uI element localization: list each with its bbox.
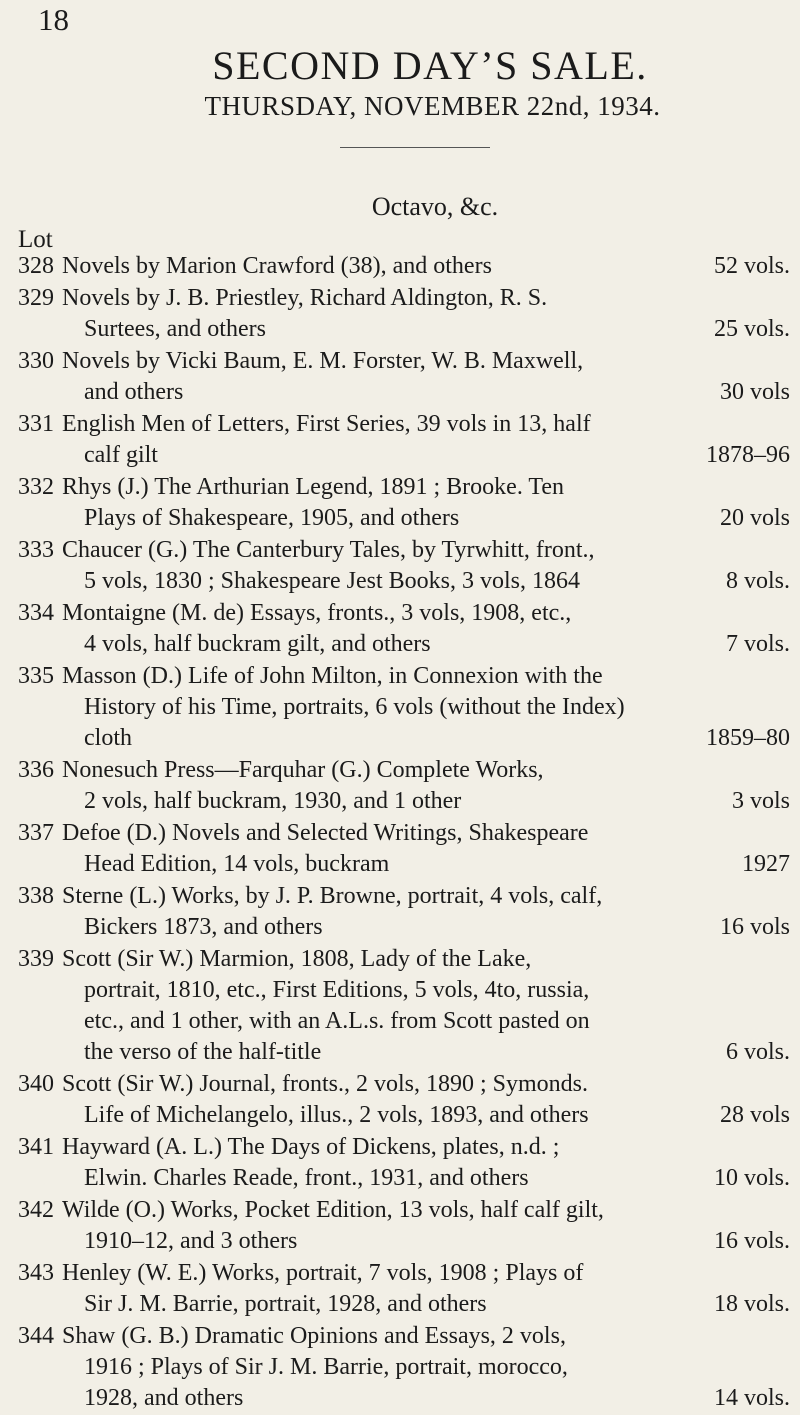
lot-quantity: 30 vols (719, 379, 790, 405)
lot-entry (18, 1195, 790, 1257)
lot-number: 332 (18, 474, 54, 500)
lot-quantity: 1927 (742, 851, 790, 877)
lot-column-header: Lot (18, 226, 53, 253)
lot-description (62, 1321, 790, 1414)
lot-quantity: 14 vols. (713, 1385, 790, 1411)
lot-description-line: Sterne (L.) Works, by J. P. Browne, portrait, 4 vols, calf, (62, 883, 603, 909)
lot-description-line: Hayward (A. L.) The Days of Dickens, plates, n.d. ; (62, 1134, 560, 1160)
lot-description-line: 1928, and others 14 vols. (62, 1383, 790, 1414)
lot-description (62, 346, 790, 408)
lot-number: 341 (18, 1134, 54, 1160)
lot-description (62, 1258, 790, 1320)
lot-description-line: Novels by Marion Crawford (38), and others 52 vols. (62, 251, 790, 282)
lot-description-line: Surtees, and others 25 vols. (62, 314, 790, 345)
lot-number: 333 (18, 537, 54, 563)
lot-description-line: Henley (W. E.) Works, portrait, 7 vols, 1908 ; Plays of (62, 1260, 584, 1286)
lot-entry (18, 944, 790, 1068)
lot-description-line: 1916 ; Plays of Sir J. M. Barrie, portrait, morocco, (84, 1354, 568, 1380)
lot-quantity: 6 vols. (725, 1039, 790, 1065)
lot-entry (18, 409, 790, 471)
lot-entry (18, 881, 790, 943)
lot-number: 335 (18, 663, 54, 689)
lot-entry (18, 535, 790, 597)
sale-title: SECOND DAY’S SALE. (212, 43, 648, 88)
lot-description-line: Scott (Sir W.) Marmion, 1808, Lady of the Lake, (62, 946, 532, 972)
lot-description-line: Plays of Shakespeare, 1905, and others 20 vols (62, 503, 790, 534)
lot-quantity: 1878–96 (706, 442, 790, 468)
lot-list (18, 251, 790, 1415)
lot-entry (18, 661, 790, 754)
lot-description (62, 1132, 790, 1194)
lot-entry (18, 251, 790, 282)
lot-description-line: English Men of Letters, First Series, 39 vols in 13, half (62, 411, 591, 437)
lot-number: 342 (18, 1197, 54, 1223)
lot-description-line: History of his Time, portraits, 6 vols (without the Index) (84, 694, 625, 720)
lot-number: 340 (18, 1071, 54, 1097)
lot-description (62, 881, 790, 943)
lot-description-line: Masson (D.) Life of John Milton, in Connexion with the (62, 663, 603, 689)
lot-quantity: 10 vols. (713, 1165, 790, 1191)
sale-date: THURSDAY, NOVEMBER 22nd, 1934. (204, 91, 661, 121)
lot-entry (18, 1132, 790, 1194)
lot-quantity: 16 vols. (713, 1228, 790, 1254)
lot-quantity: 25 vols. (713, 316, 790, 342)
lot-number: 336 (18, 757, 54, 783)
lot-description-line: Wilde (O.) Works, Pocket Edition, 13 vols, half calf gilt, (62, 1197, 604, 1223)
lot-number: 331 (18, 411, 54, 437)
lot-description-line: and others 30 vols (62, 377, 790, 408)
lot-description (62, 472, 790, 534)
lot-description (62, 535, 790, 597)
lot-entry (18, 1321, 790, 1414)
lot-quantity: 18 vols. (713, 1291, 790, 1317)
lot-entry (18, 1069, 790, 1131)
lot-description-line: calf gilt 1878–96 (62, 440, 790, 471)
lot-description-line: Scott (Sir W.) Journal, fronts., 2 vols, 1890 ; Symonds. (62, 1071, 589, 1097)
lot-entry (18, 472, 790, 534)
lot-description-line: Shaw (G. B.) Dramatic Opinions and Essays, 2 vols, (62, 1323, 566, 1349)
lot-entry (18, 598, 790, 660)
divider (340, 147, 490, 148)
lot-description-line: 4 vols, half buckram gilt, and others 7 vols. (62, 629, 790, 660)
lot-quantity: 7 vols. (725, 631, 790, 657)
lot-description-line: Life of Michelangelo, illus., 2 vols, 1893, and others 28 vols (62, 1100, 790, 1131)
lot-number: 328 (18, 253, 54, 279)
lot-description (62, 283, 790, 345)
lot-quantity: 52 vols. (713, 253, 790, 279)
lot-description-line: Bickers 1873, and others 16 vols (62, 912, 790, 943)
lot-quantity: 20 vols (719, 505, 790, 531)
lot-description-line: Nonesuch Press—Farquhar (G.) Complete Works, (62, 757, 544, 783)
lot-description (62, 1069, 790, 1131)
lot-entry (18, 346, 790, 408)
lot-number: 343 (18, 1260, 54, 1286)
lot-description-line: Defoe (D.) Novels and Selected Writings, Shakespeare (62, 820, 589, 846)
lot-description (62, 409, 790, 471)
lot-description-line: Chaucer (G.) The Canterbury Tales, by Tyrwhitt, front., (62, 537, 595, 563)
lot-description-line: Elwin. Charles Reade, front., 1931, and others 10 vols. (62, 1163, 790, 1194)
lot-description (62, 661, 790, 754)
lot-description-line: 5 vols, 1830 ; Shakespeare Jest Books, 3 vols, 1864 8 vols. (62, 566, 790, 597)
lot-description-line: etc., and 1 other, with an A.L.s. from Scott pasted on (84, 1008, 590, 1034)
lot-description-line: 2 vols, half buckram, 1930, and 1 other 3 vols (62, 786, 790, 817)
lot-description-line: Head Edition, 14 vols, buckram 1927 (62, 849, 790, 880)
lot-entry (18, 755, 790, 817)
lot-description-line: the verso of the half-title 6 vols. (62, 1037, 790, 1068)
lot-description (62, 598, 790, 660)
lot-number: 334 (18, 600, 54, 626)
lot-description (62, 755, 790, 817)
lot-entry (18, 818, 790, 880)
page-number: 18 (38, 2, 69, 37)
lot-entry (18, 1258, 790, 1320)
lot-quantity: 8 vols. (725, 568, 790, 594)
lot-quantity: 16 vols (719, 914, 790, 940)
lot-description-line: Novels by J. B. Priestley, Richard Aldington, R. S. (62, 285, 548, 311)
lot-description (62, 818, 790, 880)
section-heading: Octavo, &c. (371, 192, 499, 221)
lot-description (62, 251, 790, 282)
lot-quantity: 1859–80 (706, 725, 790, 751)
lot-number: 329 (18, 285, 54, 311)
lot-description (62, 944, 790, 1068)
lot-number: 330 (18, 348, 54, 374)
lot-description-line: Montaigne (M. de) Essays, fronts., 3 vols, 1908, etc., (62, 600, 572, 626)
lot-description-line: 1910–12, and 3 others 16 vols. (62, 1226, 790, 1257)
lot-number: 339 (18, 946, 54, 972)
lot-quantity: 28 vols (719, 1102, 790, 1128)
lot-description-line: Sir J. M. Barrie, portrait, 1928, and others 18 vols. (62, 1289, 790, 1320)
lot-description-line: Novels by Vicki Baum, E. M. Forster, W. B. Maxwell, (62, 348, 584, 374)
lot-description-line: Rhys (J.) The Arthurian Legend, 1891 ; Brooke. Ten (62, 474, 565, 500)
lot-quantity: 3 vols (731, 788, 790, 814)
lot-number: 344 (18, 1323, 54, 1349)
lot-number: 338 (18, 883, 54, 909)
lot-description-line: cloth 1859–80 (62, 723, 790, 754)
lot-number: 337 (18, 820, 54, 846)
lot-entry (18, 283, 790, 345)
lot-description-line: portrait, 1810, etc., First Editions, 5 vols, 4to, russia, (84, 977, 590, 1003)
lot-description (62, 1195, 790, 1257)
